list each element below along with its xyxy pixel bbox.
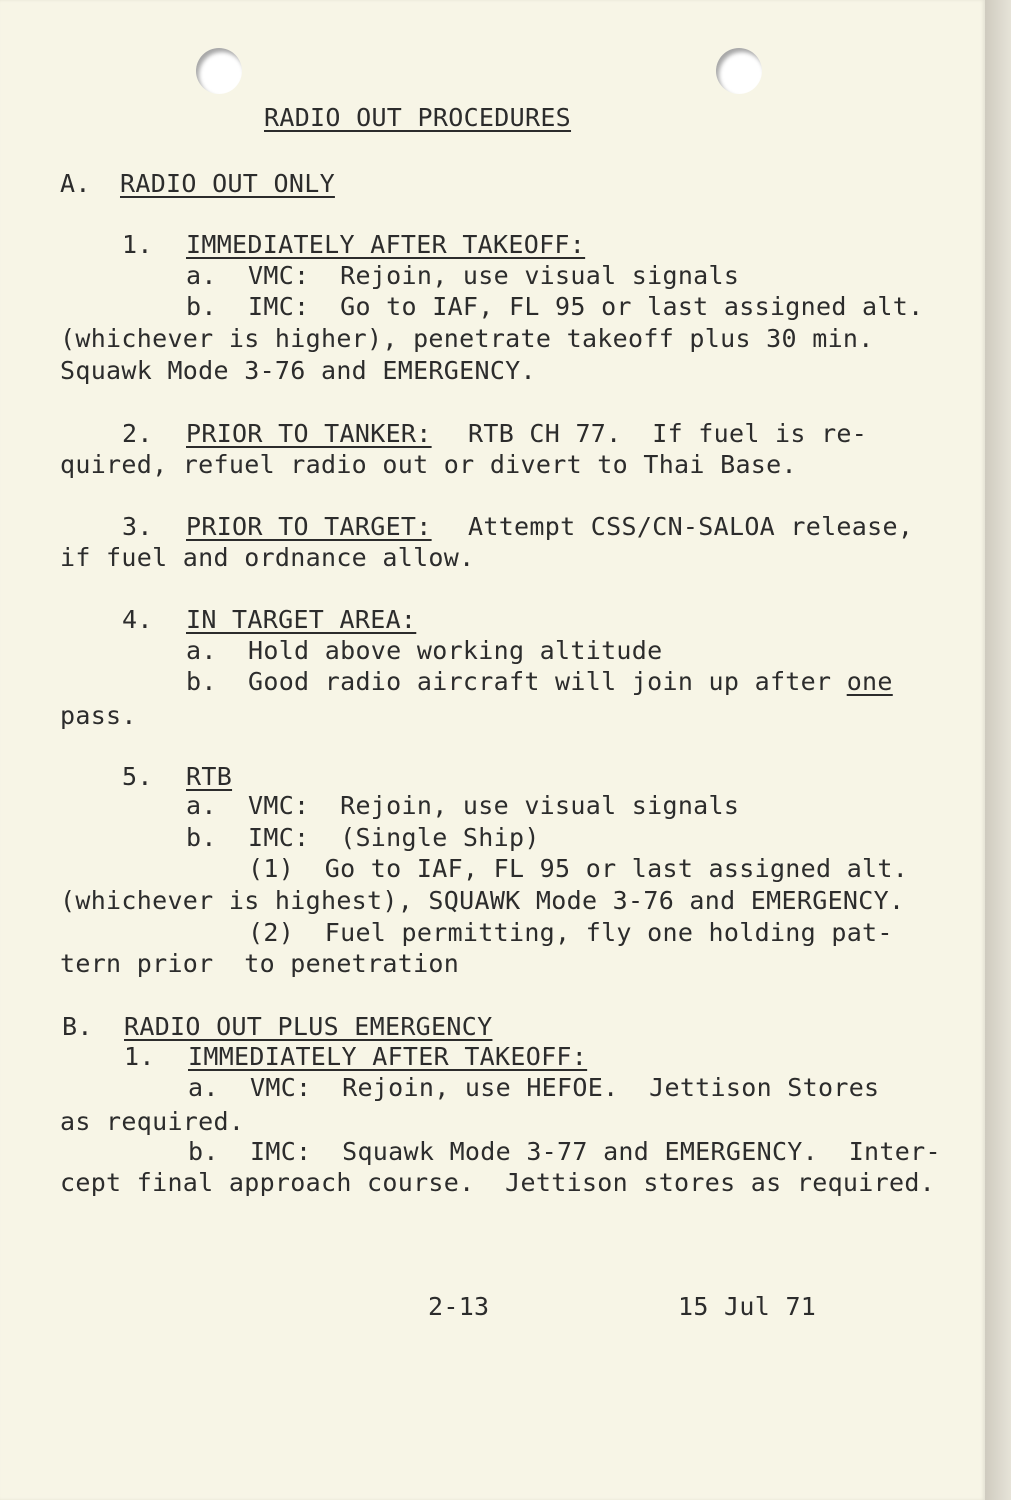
punch-hole-left: [196, 48, 242, 94]
a5b-text: IMC: (Single Ship): [248, 823, 540, 852]
a3-continuation: if fuel and ordnance allow.: [60, 543, 475, 572]
a5b-sub2: (2) Fuel permitting, fly one holding pat-: [248, 918, 893, 947]
section-b-heading: RADIO OUT PLUS EMERGENCY: [124, 1012, 493, 1041]
a1b-text: IMC: Go to IAF, FL 95 or last assigned alt.: [248, 292, 924, 321]
a1b-continuation-1: (whichever is higher), penetrate takeoff plus 30 min.: [60, 324, 874, 353]
a5a-text: VMC: Rejoin, use visual signals: [248, 791, 740, 820]
a5a-label: a.: [186, 791, 217, 820]
b1-number: 1.: [124, 1042, 155, 1071]
section-a-heading: RADIO OUT ONLY: [120, 169, 335, 198]
page-title: RADIO OUT PROCEDURES: [264, 103, 572, 132]
a2-number: 2.: [122, 419, 153, 448]
b1-heading: IMMEDIATELY AFTER TAKEOFF:: [188, 1042, 588, 1071]
a3-text: Attempt CSS/CN-SALOA release,: [468, 512, 914, 541]
a1a-label: a.: [186, 261, 217, 290]
a2-heading: PRIOR TO TANKER:: [186, 419, 432, 448]
a1-heading: IMMEDIATELY AFTER TAKEOFF:: [186, 230, 586, 259]
a2-continuation: quired, refuel radio out or divert to Thai Base.: [60, 450, 797, 479]
a4b-label: b.: [186, 667, 217, 696]
a4b-emphasis: one: [846, 667, 893, 696]
a4b-continuation: pass.: [60, 701, 137, 730]
a4-number: 4.: [122, 605, 153, 634]
b1b-label: b.: [188, 1137, 219, 1166]
a5b-sub2-continuation: tern prior to penetration: [60, 949, 460, 978]
a4a-label: a.: [186, 636, 217, 665]
a5b-sub1-continuation: (whichever is highest), SQUAWK Mode 3-76 and EMERGENCY.: [60, 886, 905, 915]
a4-heading: IN TARGET AREA:: [186, 605, 417, 634]
revision-date: 15 Jul 71: [678, 1292, 817, 1321]
a5-heading: RTB: [186, 762, 233, 791]
a3-number: 3.: [122, 512, 153, 541]
b1a-label: a.: [188, 1073, 219, 1102]
punch-hole-right: [716, 48, 762, 94]
a1b-label: b.: [186, 292, 217, 321]
a4b-text: Good radio aircraft will join up after one: [248, 667, 893, 696]
section-b-letter: B.: [62, 1012, 93, 1041]
a4a-text: Hold above working altitude: [248, 636, 663, 665]
page-edge: [985, 0, 1011, 1500]
b1a-continuation: as required.: [60, 1107, 245, 1136]
b1a-text: VMC: Rejoin, use HEFOE. Jettison Stores: [250, 1073, 880, 1102]
a5b-label: b.: [186, 823, 217, 852]
a1b-continuation-2: Squawk Mode 3-76 and EMERGENCY.: [60, 356, 536, 385]
a5-number: 5.: [122, 762, 153, 791]
a5b-sub1: (1) Go to IAF, FL 95 or last assigned alt.: [248, 854, 909, 883]
a2-text: RTB CH 77. If fuel is re-: [468, 419, 868, 448]
a1-number: 1.: [122, 230, 153, 259]
b1b-text: IMC: Squawk Mode 3-77 and EMERGENCY. Inter-: [250, 1137, 941, 1166]
page-number: 2-13: [428, 1292, 490, 1321]
b1b-continuation: cept final approach course. Jettison stores as required.: [60, 1168, 936, 1197]
section-a-letter: A.: [60, 169, 91, 198]
a1a-text: VMC: Rejoin, use visual signals: [248, 261, 740, 290]
a3-heading: PRIOR TO TARGET:: [186, 512, 432, 541]
